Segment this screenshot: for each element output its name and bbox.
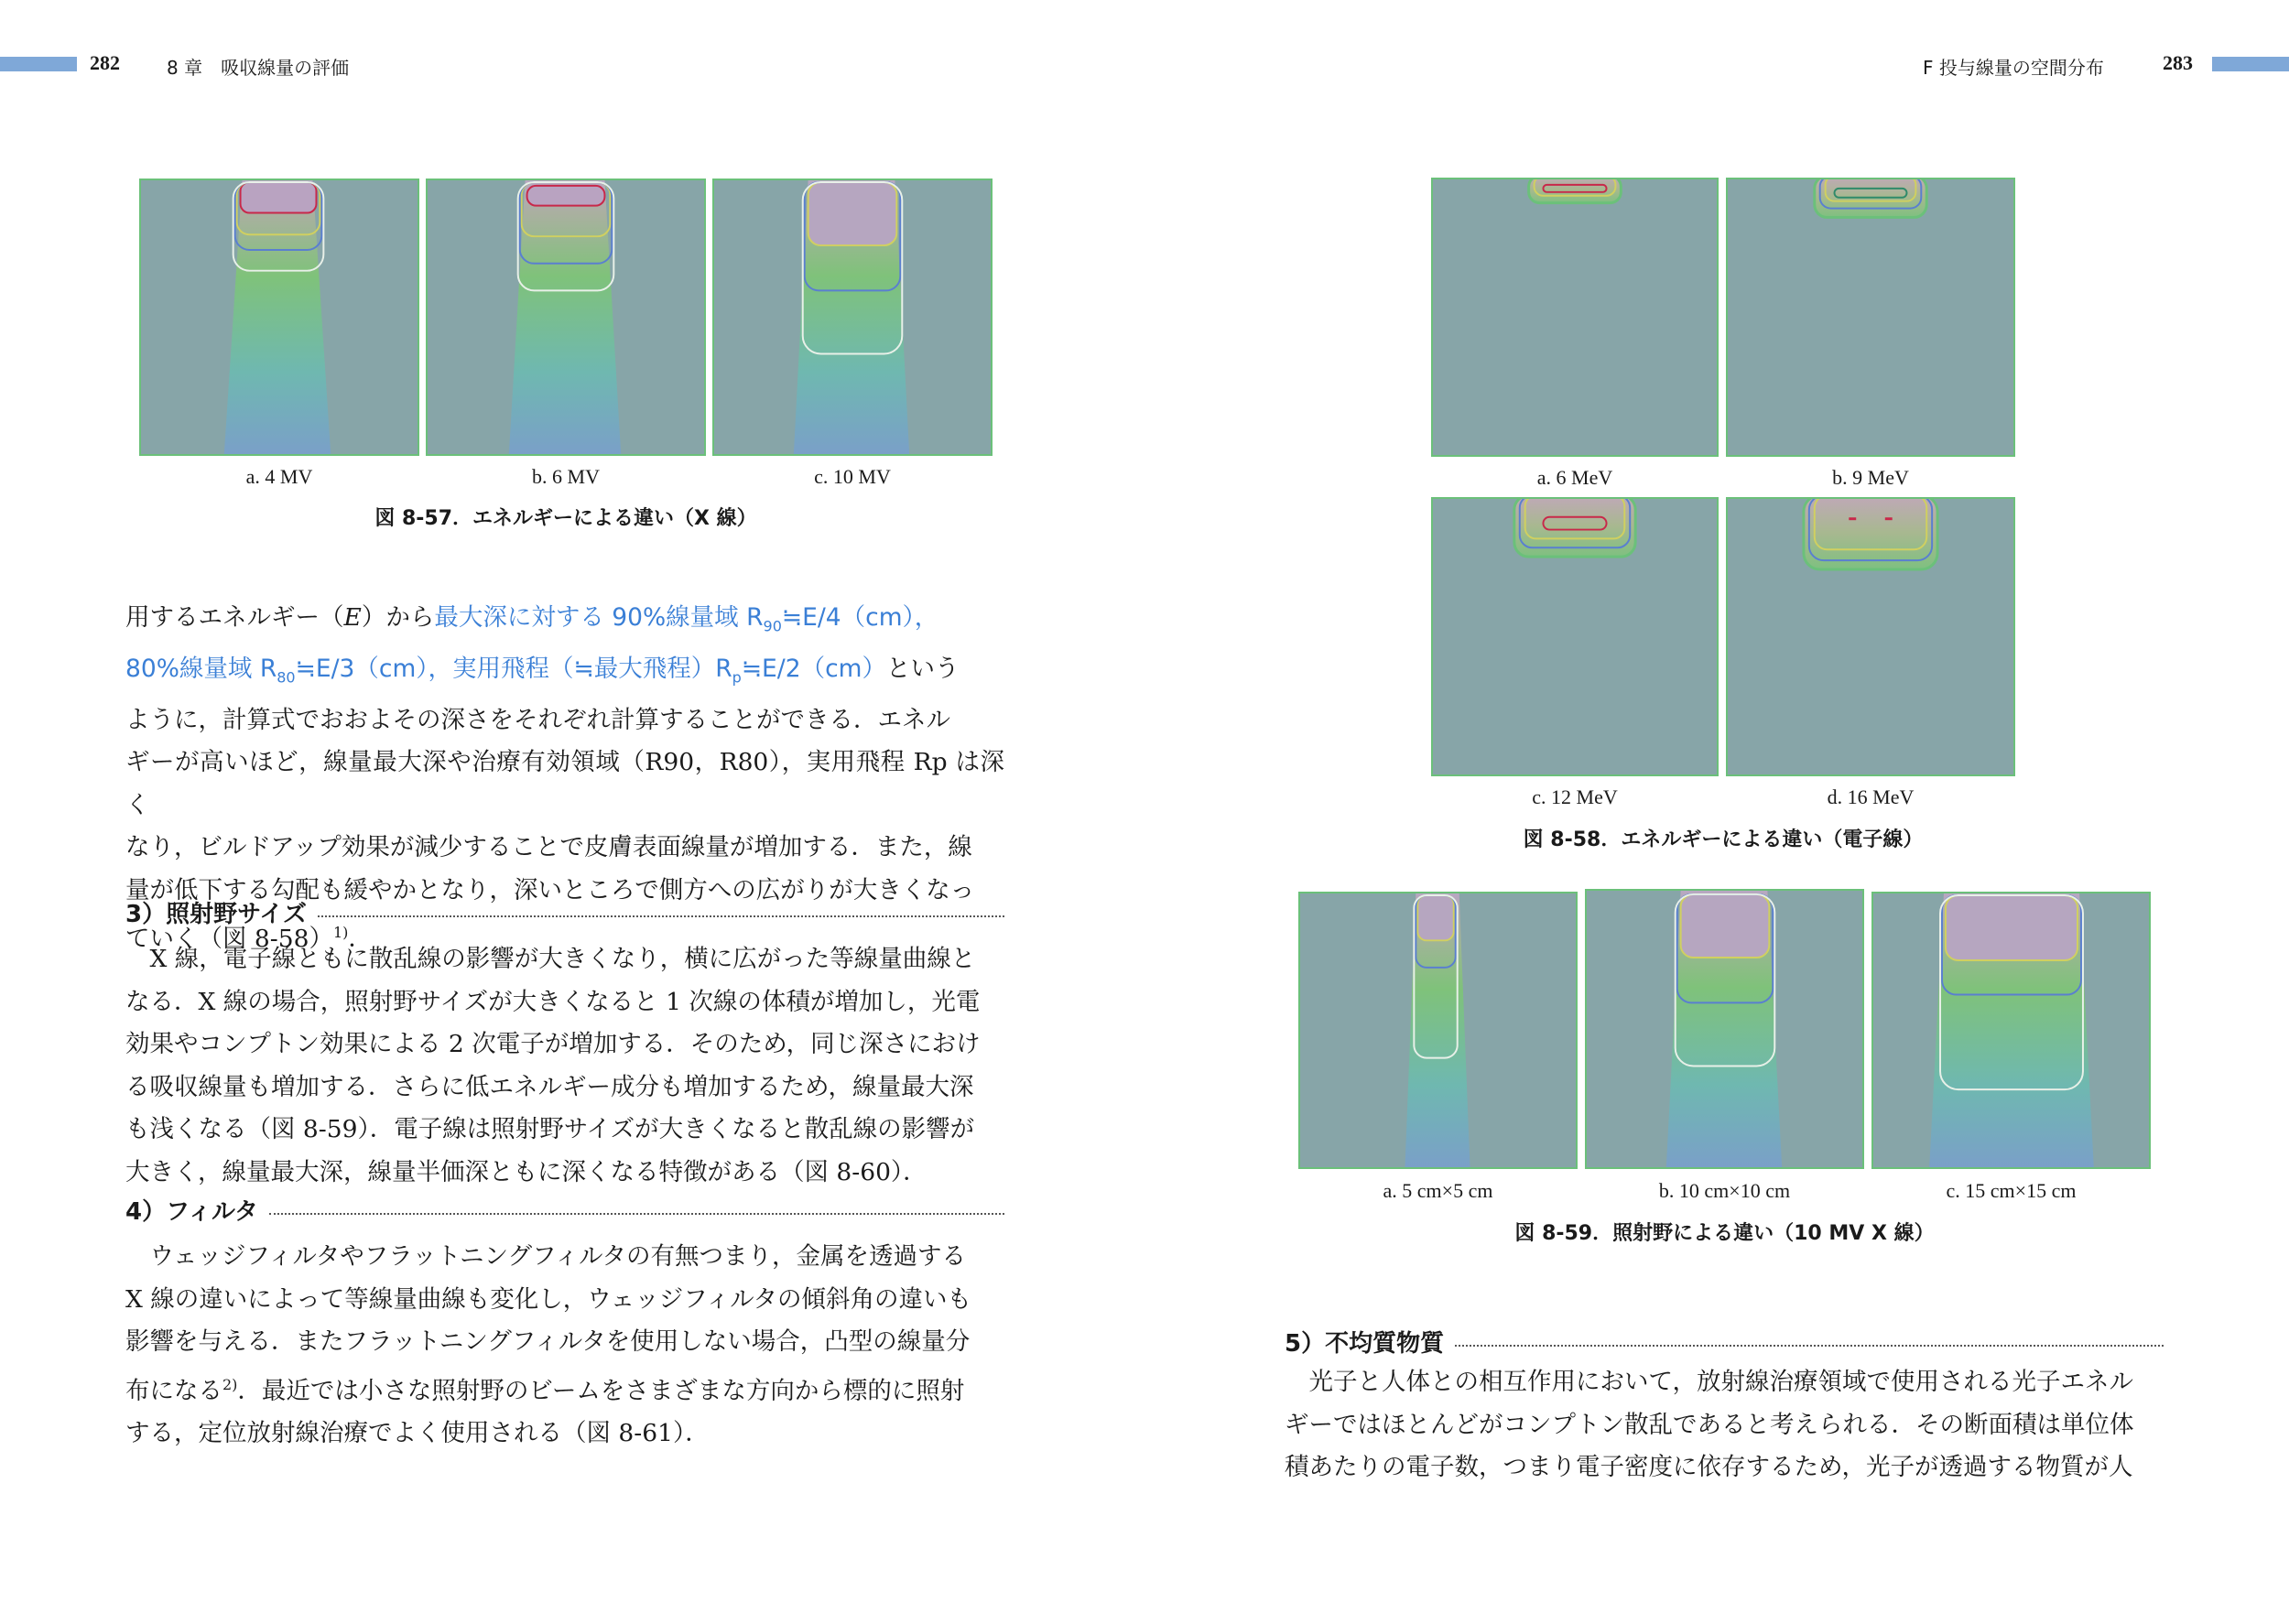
fig59-label-a: a. 5 cm×5 cm: [1383, 1179, 1493, 1202]
paragraph-field-size: X 線，電子線ともに散乱線の影響が大きくなり，横に広がった等線量曲線と なる．X 線の場合，照射野サイズが大きくなると 1 次線の体積が増加し，光電 効果やコンプトン効果による 2 次電子が増加する．そのため，同じ深さにおけ る吸収線量も増加する．さらに低エネルギー成分も増加するため，線量最大深 も浅くなる（図 8-59）．電子線は照射野サイズが大きくなると散乱線の影響が 大きく，線量最大深，線量半価深ともに深くなる特徴がある（図 8-60）．: [125, 945, 981, 1186]
paragraph-heterogeneity: 光子と人体との相互作用において，放射線治療領域で使用される光子エネル ギーではほとんどがコンプトン散乱であると考えられる．その断面積は単位体 積あたりの電子数，つまり電子密度に依存するため，光子が透過する物質が人: [1285, 1368, 2134, 1481]
fig58-panel-b: [1726, 178, 2015, 457]
fig58-panel-a: [1431, 178, 1719, 457]
section-heading-heterogeneity: 5）不均質物質: [1285, 1325, 2164, 1359]
section-heading-field-size: 3）照射野サイズ: [125, 895, 1004, 929]
fig58-label-a: a. 6 MeV: [1536, 466, 1613, 489]
fig59-caption: 図 8-59．照射野による違い（10 MV X 線）: [1514, 1222, 1935, 1245]
page-number-right: 283: [2163, 51, 2193, 74]
header-bar-left: [0, 57, 77, 71]
fig57-panel-b: [426, 179, 706, 456]
fig57-panel-c: [712, 179, 993, 456]
fig58-panel-c: [1431, 497, 1719, 776]
fig58-panel-d: [1726, 497, 2015, 776]
fig59-panel-c: [1871, 892, 2151, 1169]
page-number-left: 282: [90, 51, 120, 74]
fig57-label-b: b. 6 MV: [532, 465, 600, 488]
fig59-panel-a: [1298, 892, 1578, 1169]
fig57-caption: 図 8-57．エネルギーによる違い（X 線）: [374, 507, 757, 530]
fig59-label-b: b. 10 cm×10 cm: [1658, 1179, 1791, 1202]
fig58-label-b: b. 9 MeV: [1832, 466, 1909, 489]
fig59-label-c: c. 15 cm×15 cm: [1946, 1179, 2077, 1202]
fig58-caption: 図 8-58．エネルギーによる違い（電子線）: [1523, 828, 1924, 851]
paragraph-filter: ウェッジフィルタやフラットニングフィルタの有無つまり，金属を透過する X 線の違いによって等線量曲線も変化し，ウェッジフィルタの傾斜角の違いも 影響を与える．またフラットニングフィルタを使用しない場合，凸型の線量分 布になる$^{2)}$．最近では小さな照射野のビームをさまざまな方向から標的に照射 する，定位放射線治療でよく使用される（図 8-61）．: [125, 1242, 972, 1447]
running-head-right: F 投与線量の空間分布: [1923, 57, 2104, 79]
section-heading-filter: 4）フィルタ: [125, 1193, 1004, 1227]
fig59-panel-b: [1585, 889, 1864, 1169]
fig58-label-c: c. 12 MeV: [1532, 785, 1618, 808]
header-bar-right: [2212, 57, 2289, 71]
running-head-left: 8 章 吸収線量の評価: [167, 57, 350, 79]
paragraph-energy: 用するエネルギー（E）から最大深に対する 90%線量域 $R_{90}≒E/4(cm)$， 80%線量域 $R_{80}≒E/3(cm)$，実用飛程（≒最大飛程）$R_p≒E/2(cm)$という ように，計算式でおおよその深さをそれぞれ計算することができる．エネル ギーが高いほど，線量最大深や治療有効領域（R90，R80），実用飛程 Rp は深く なり，ビルドアップ効果が減少することで皮膚表面線量が増加する．また，線 量が低下する勾配も緩やかとなり，深いところで側方への広がりが大きくなっ ていく（図 8-58）$^{1)}$．: [125, 603, 1004, 953]
fig57-label-a: a. 4 MV: [245, 465, 313, 488]
fig57-label-c: c. 10 MV: [814, 465, 891, 488]
fig57-panel-a: [139, 179, 419, 456]
fig58-label-d: d. 16 MeV: [1827, 785, 1915, 808]
